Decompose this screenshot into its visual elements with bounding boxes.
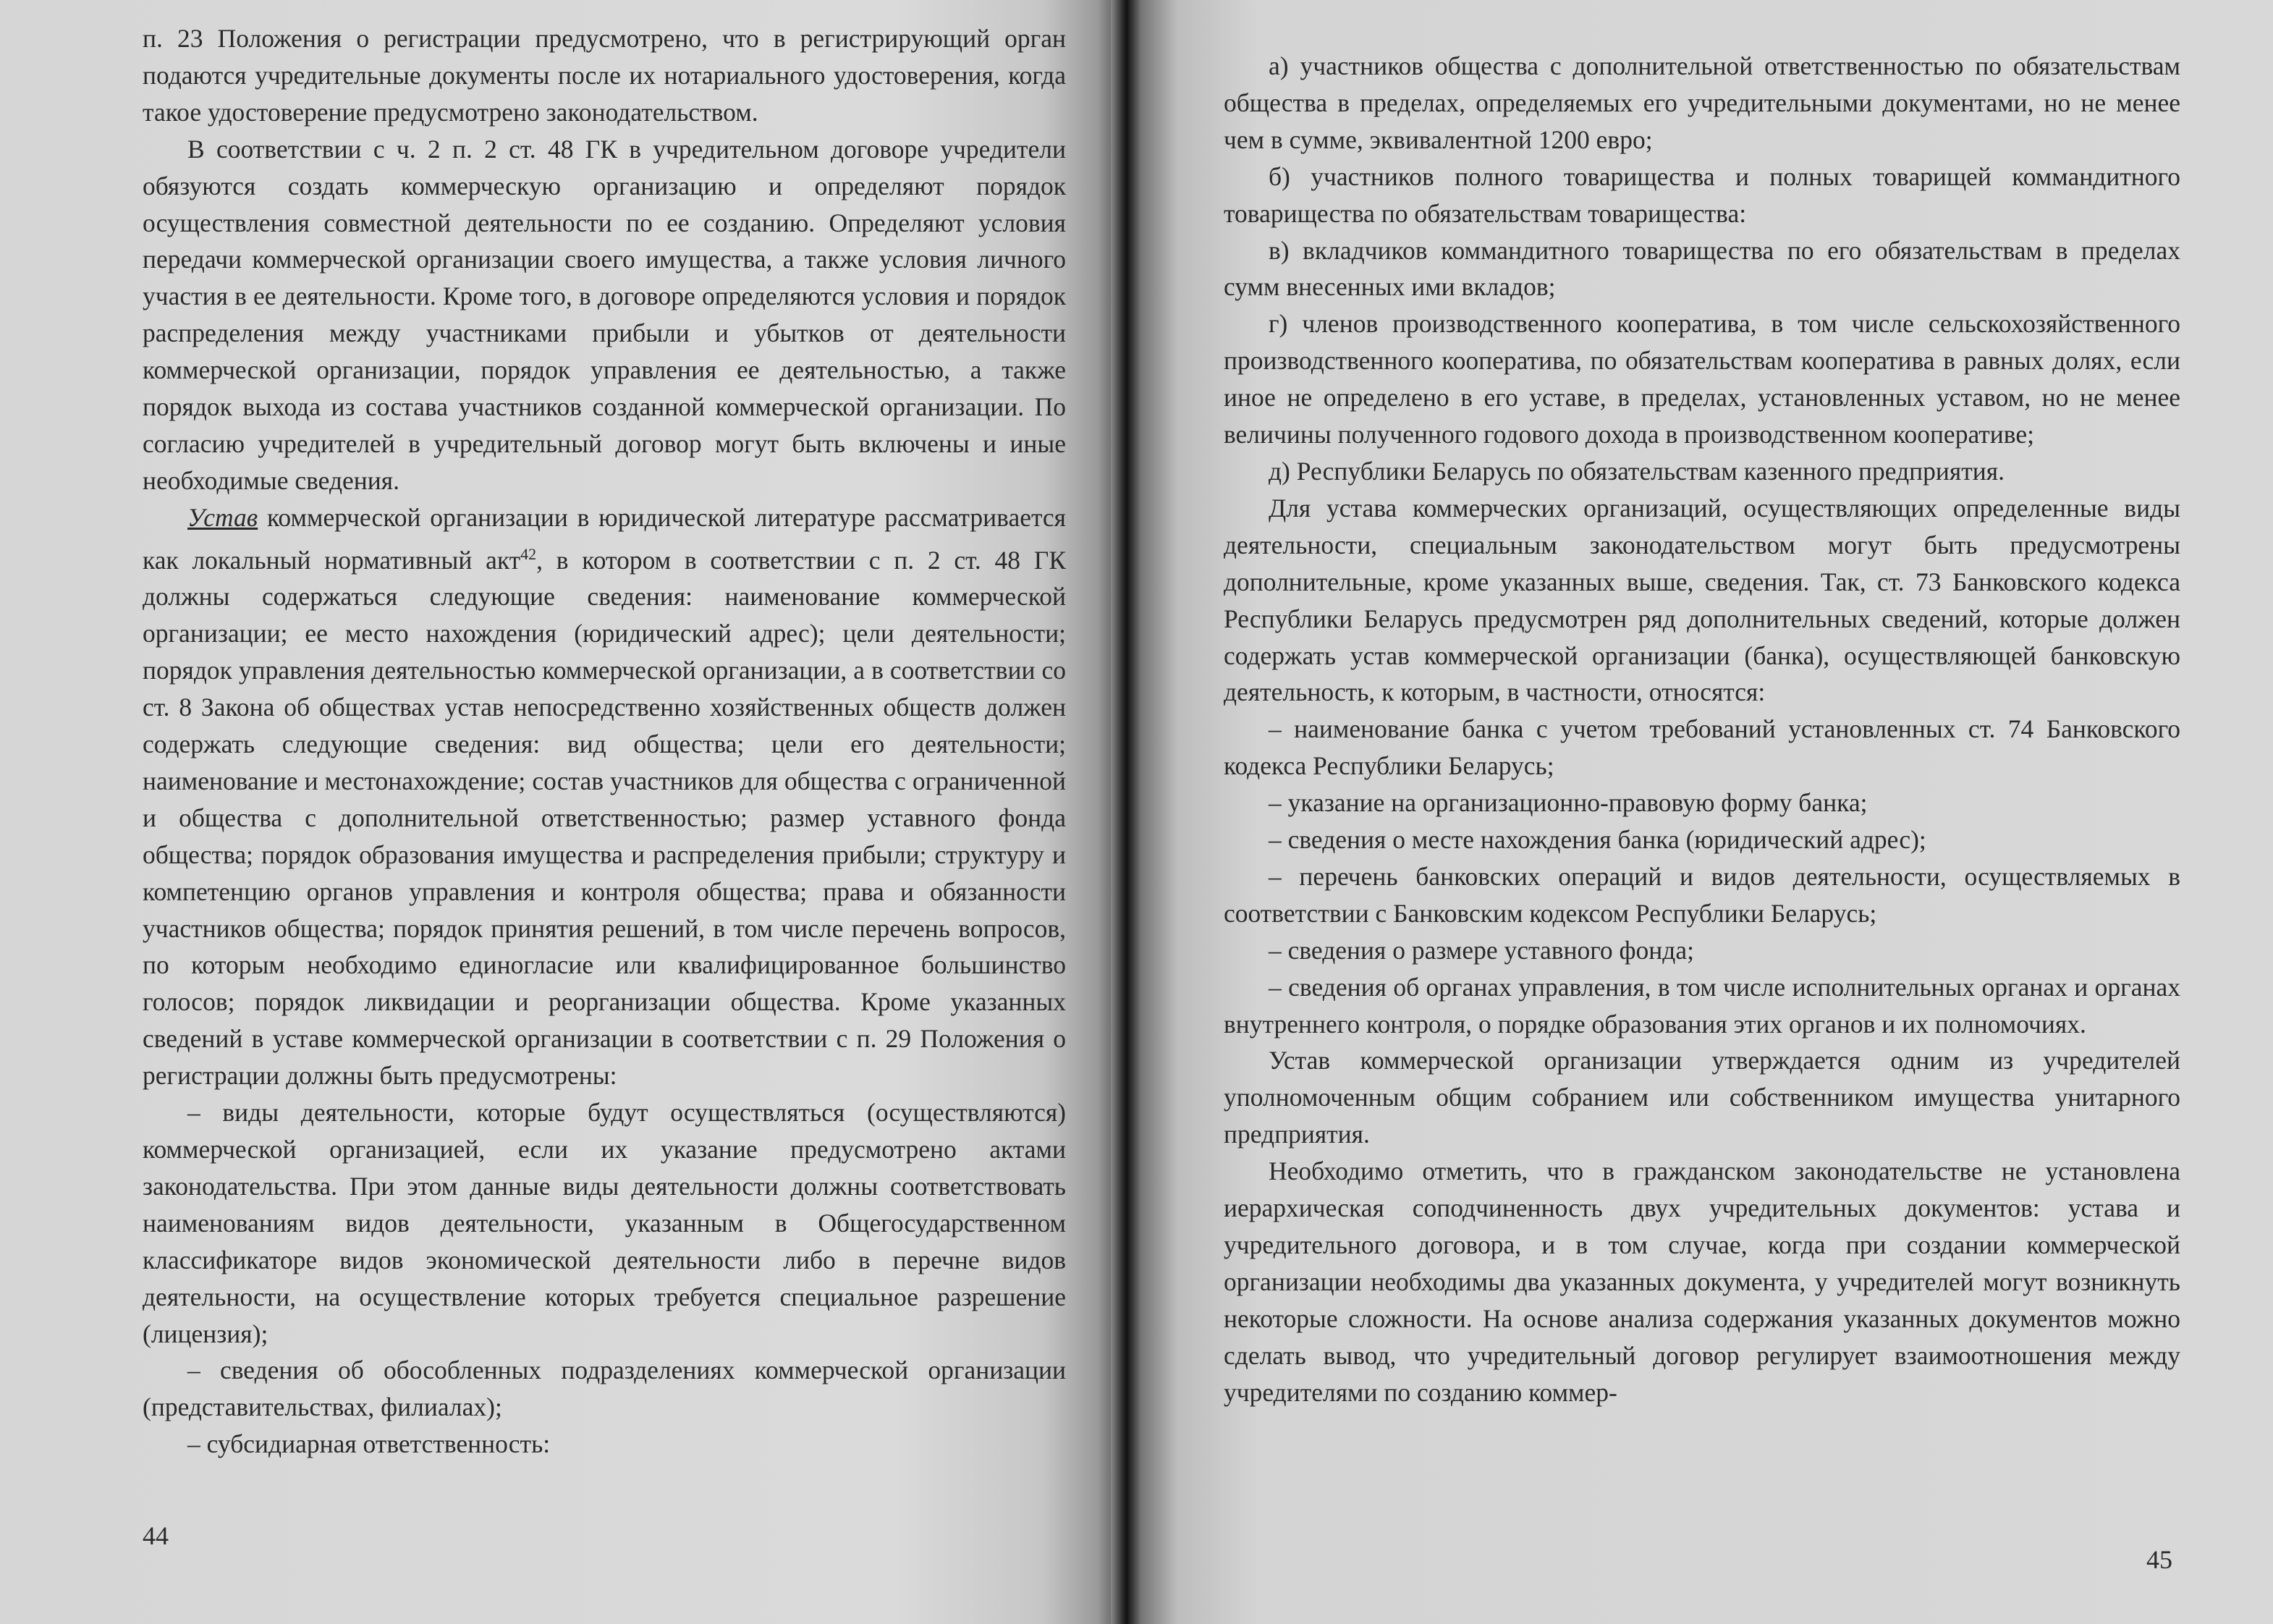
list-item: – сведения об обособленных подразделениях коммерческой организации (представительствах, филиалах); [143,1356,1066,1422]
paragraph: Для устава коммерческих организаций, осуществляющих определенные виды деятельности, специальным законодательством могут быть предусмотрены дополнительные, кроме указанных выше, сведения. Так, ст. 73 Банковского кодекса Республики Беларусь предусмотрен ряд дополнительных сведений, которые должен содержать устав коммерческой организации (банка), осуществляющей банковскую деятельность, к которым, в частности, относятся: [1224,493,2180,707]
right-page-text [1224,48,2180,1411]
left-page [0,0,1120,1624]
term-ustav: Устав [187,502,258,532]
paragraph: Необходимо отметить, что в гражданском законодательстве не установлена иерархическая соподчиненность двух учредительных документов: устава и учредительного договора, и в том случае, когда при создании коммерческой организации необходимы два указанных документа, у учредителей могут возникнуть некоторые сложности. На основе анализа содержания указанных документов можно сделать вывод, что учредительный договор регулирует взаимоотношения между учредителями по созданию коммер- [1224,1156,2180,1407]
paragraph: В соответствии с ч. 2 п. 2 ст. 48 ГК в учредительном договоре учредители обязуются создать коммерческую организацию и определяют порядок осуществления совместной деятельности по ее созданию. Определяют условия передачи коммерческой организации своего имущества, а также условия личного участия в ее деятельности. Кроме того, в договоре определяются условия и порядок распределения между участниками прибыли и убытков от деятельности коммерческой организации, порядок управления ее деятельностью, а также порядок выхода из состава участников созданной коммерческой организации. По согласию учредителей в учредительный договор могут быть включены и иные необходимые сведения. [143,134,1066,495]
paragraph: б) участников полного товарищества и полных товарищей коммандитного товарищества по обязательствам товарищества: [1224,161,2180,228]
left-page-text [143,20,1066,1463]
list-item: – сведения о месте нахождения банка (юридический адрес); [1269,825,1926,855]
ustav-text-part-2: , в котором в соответствии с п. 2 ст. 48 ГК должны содержаться следующие сведения: наименование коммерческой организации; ее место нахождения (юридический адрес); цели деятельности; порядок управления деятельностью коммерческой организации, а в соответствии со ст. 8 Закона об обществах устав непосредственно хозяйственных обществ должен содержать следующие сведения: вид общества; цели его деятельности; наименование и местонахождение; состав участников для общества с ограниченной и общества с дополнительной ответственностью; размер уставного фонда общества; порядок образования имущества и распределения прибыли; структуру и компетенцию органов управления и контроля общества; права и обязанности участников общества; порядок принятия решений, в том числе перечень вопросов, по которым необходимо единогласие или квалифицированное большинство голосов; порядок ликвидации и реорганизации общества. Кроме указанных сведений в уставе коммерческой организации в соответствии с п. 29 Положения о регистрации должны быть предусмотрены: [143,545,1067,1091]
ustav-paragraph [143,499,1066,1094]
footnote-ref: 42 [520,544,537,563]
list-item: – перечень банковских операций и видов деятельности, осуществляемых в соответствии с Банковским кодексом Республики Беларусь; [1224,861,2180,928]
right-page [1120,0,2273,1624]
list-item: – указание на организационно-правовую форму банка; [1269,788,1868,818]
list-item: – сведения об органах управления, в том числе исполнительных органах и органах внутреннего контроля, о порядке образования этих органов и их полномочиях. [1224,972,2180,1039]
list-item: – субсидиарная ответственность: [187,1429,551,1459]
paragraph: а) участников общества с дополнительной ответственностью по обязательствам общества в пределах, определяемых его учредительными документами, но не менее чем в сумме, эквивалентной 1200 евро; [1224,51,2180,154]
paragraph: д) Республики Беларусь по обязательствам казенного предприятия. [1269,456,2005,486]
book-spine [1111,0,1140,1624]
paragraph: г) членов производственного кооператива, в том числе сельскохозяйственного производственного кооператива, по обязательствам кооператива в равных долях, если иное не определено в его уставе, в пределах, установленных уставом, но не менее величины полученного годового дохода в производственном кооперативе; [1224,309,2180,449]
ustav-text-part-1: коммерческой организации в юридической литературе рассматривается как локальный нормативный акт [143,502,1066,575]
page-number: 44 [143,1521,169,1550]
page-number: 45 [2146,1545,2172,1574]
list-item: – виды деятельности, которые будут осуществляться (осуществляются) коммерческой организацией, если их указание предусмотрено актами законодательства. При этом данные виды деятельности должны соответствовать наименованиям видов деятельности, указанным в Общегосударственном классификаторе видов экономической деятельности либо в перечне видов деятельности, на осуществление которых требуется специальное разрешение (лицензия); [143,1098,1066,1348]
paragraph: Устав коммерческой организации утверждается одним из учредителей уполномоченным общим собранием или собственником имущества унитарного предприятия. [1224,1046,2180,1149]
paragraph: п. 23 Положения о регистрации предусмотрено, что в регистрирующий орган подаются учредительные документы после их нотариального удостоверения, когда такое удостоверение предусмотрено законодательством. [143,24,1066,127]
paragraph: в) вкладчиков коммандитного товарищества по его обязательствам в пределах сумм внесенных ими вкладов; [1224,235,2180,302]
list-item: – наименование банка с учетом требований установленных ст. 74 Банковского кодекса Республики Беларусь; [1224,714,2180,781]
list-item: – сведения о размере уставного фонда; [1269,935,1694,965]
